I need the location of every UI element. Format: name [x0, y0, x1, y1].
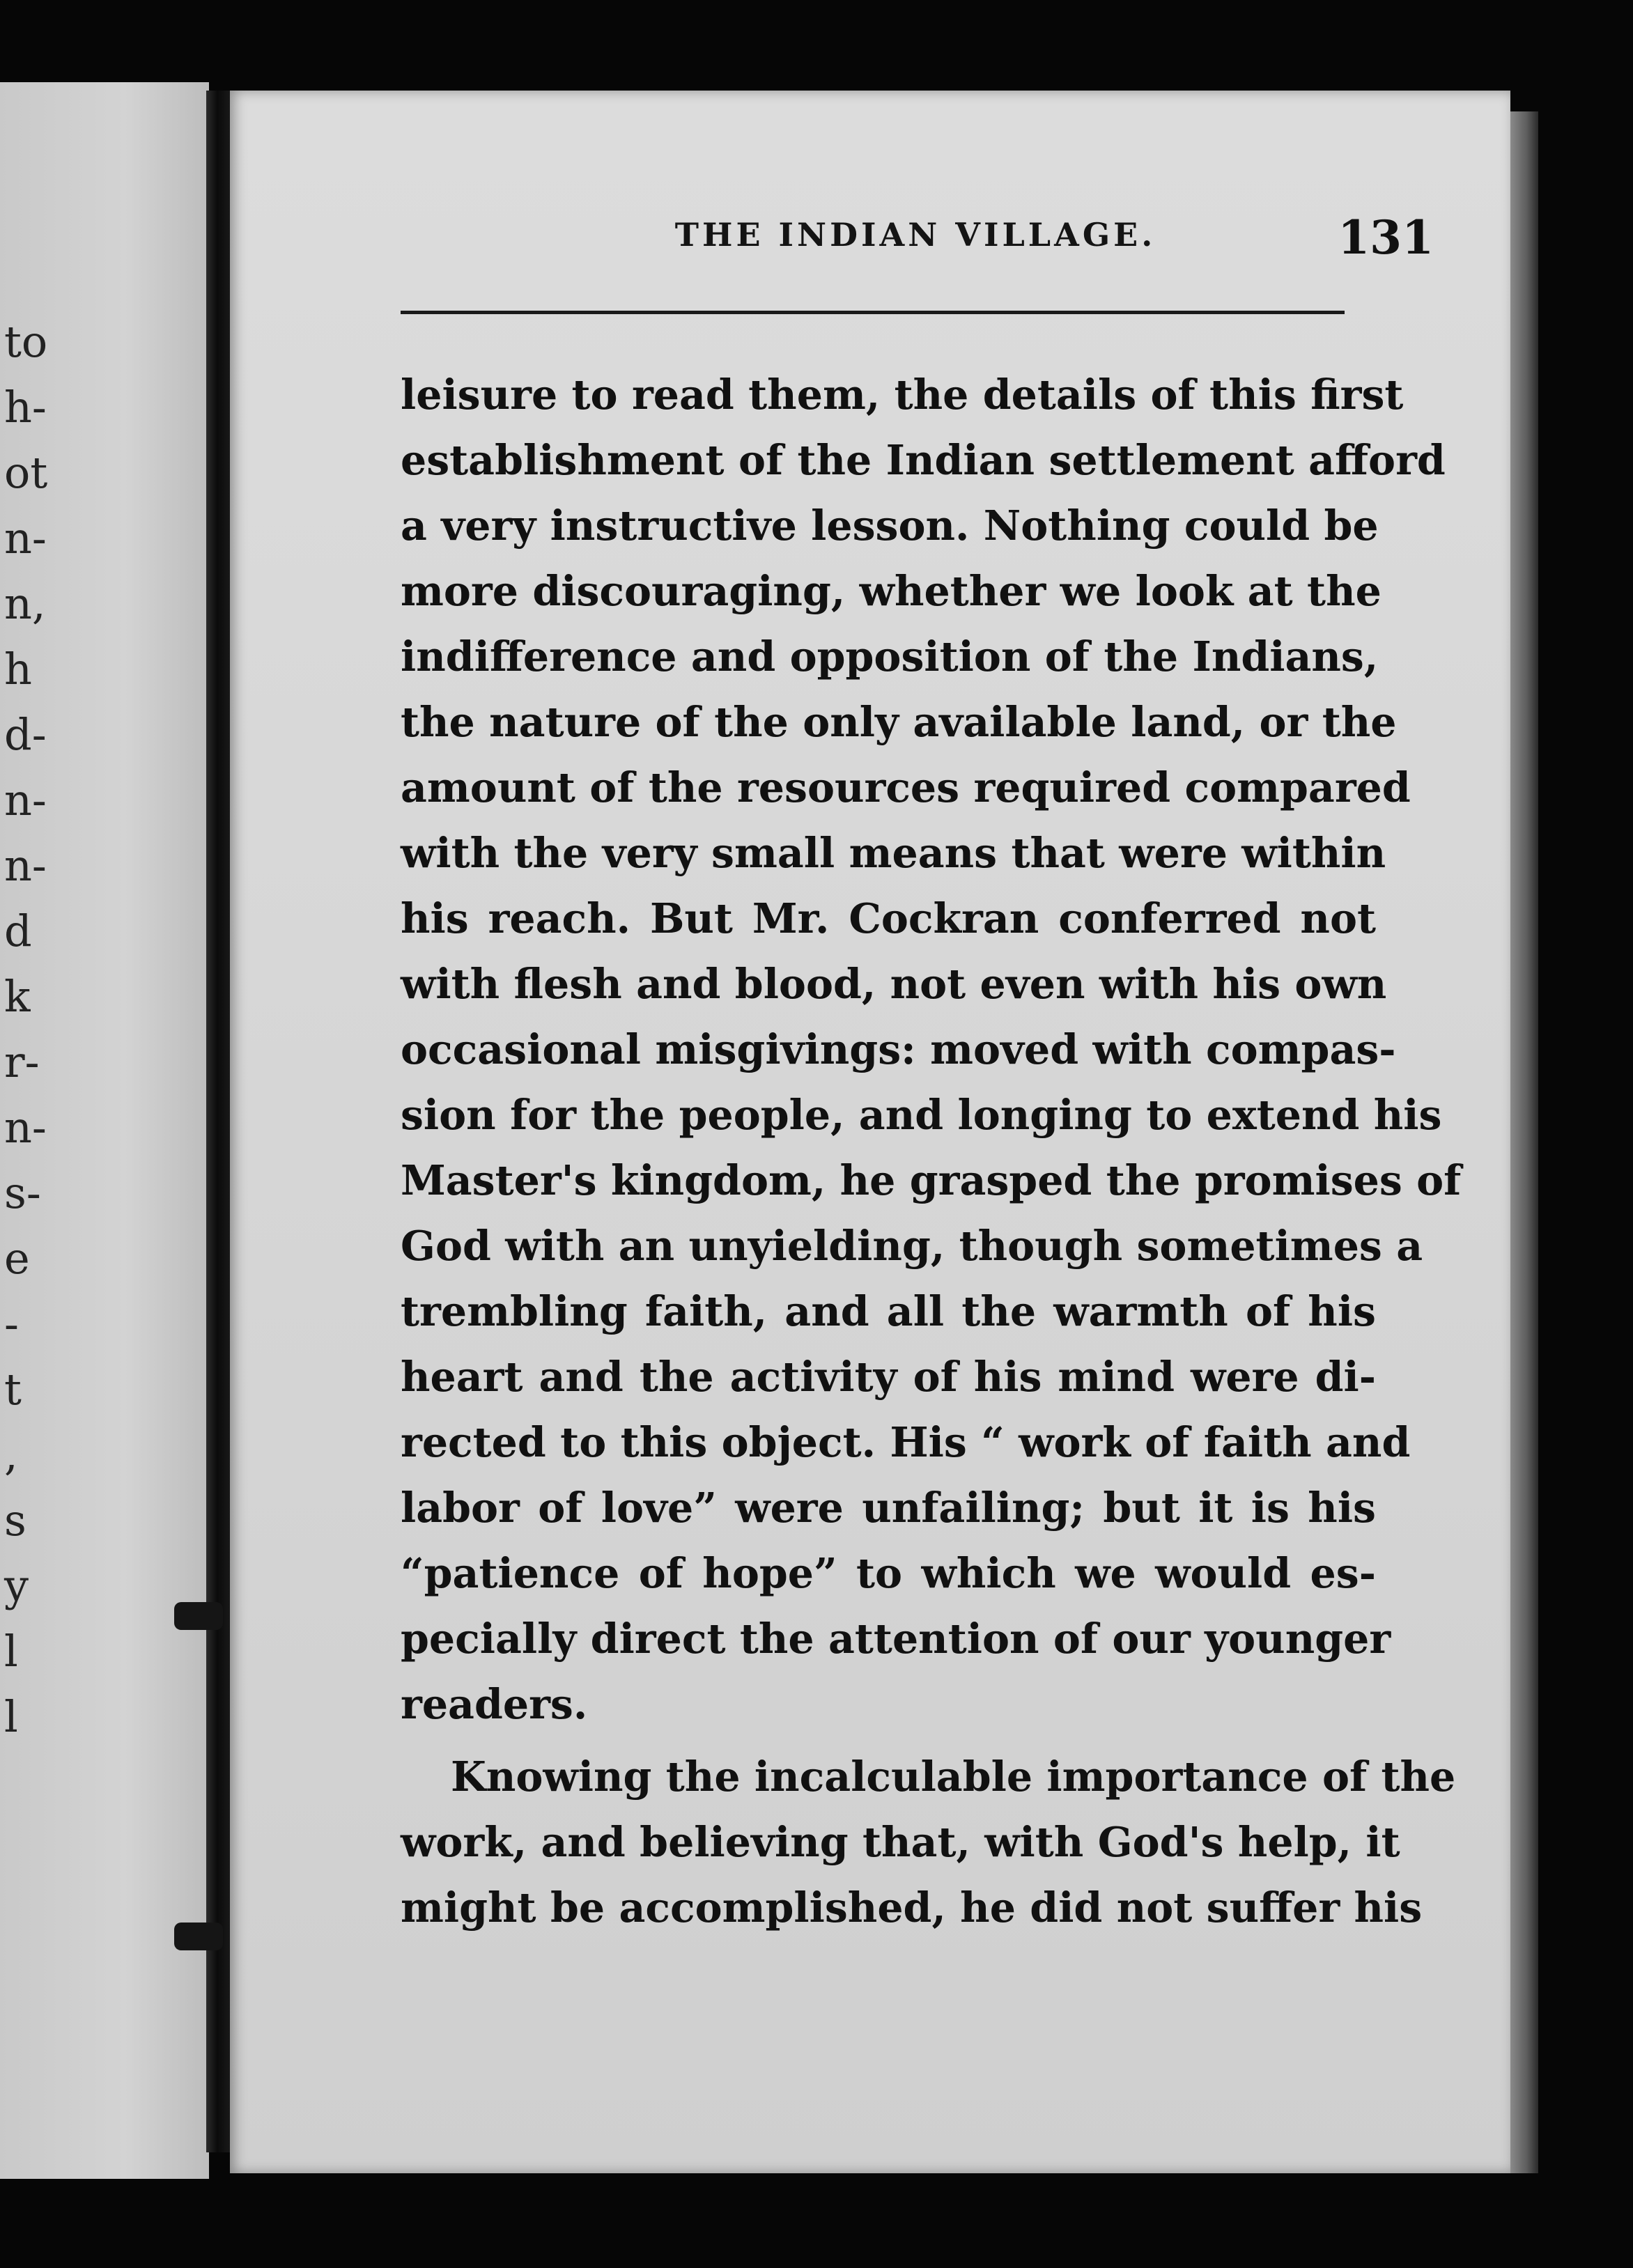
text-line: Knowing the incalculable importance of the [451, 1753, 1456, 1801]
left-page-fragment: h [4, 644, 32, 694]
text-line: a very instructive lesson. Nothing could be [401, 502, 1379, 550]
previous-page-edge [0, 82, 209, 2179]
text-line: amount of the resources required compared [401, 763, 1411, 811]
left-page-fragment: , [4, 1429, 18, 1480]
left-page-fragment: s [4, 1495, 26, 1546]
text-line: pecially direct the attention of our younger [401, 1615, 1391, 1663]
text-line: heart and the activity of his mind were di- [401, 1353, 1376, 1401]
text-line: “patience of hope” to which we would es- [401, 1549, 1376, 1597]
text-line: establishment of the Indian settlement afford [401, 436, 1446, 484]
text-line: rected to this object. His “ work of faith and [401, 1418, 1411, 1466]
binding-stitch [174, 1602, 223, 1630]
text-line: labor of love” were unfailing; but it is his [401, 1484, 1376, 1532]
paragraph [401, 1744, 1456, 1941]
text-line: readers. [401, 1680, 588, 1728]
left-page-fragment: k [4, 971, 31, 1022]
text-line: sion for the people, and longing to extend his [401, 1091, 1442, 1139]
paragraph-gap [401, 1737, 1376, 1744]
left-page-fragment: d- [4, 709, 47, 760]
book-gutter [206, 91, 231, 2152]
left-page-fragment: l [4, 1626, 18, 1677]
text-line: might be accomplished, he did not suffer his [401, 1883, 1423, 1932]
left-page-fragment: h- [4, 382, 47, 433]
text-line: leisure to read them, the details of this first [401, 371, 1404, 419]
text-line: indifference and opposition of the Indians, [401, 632, 1379, 681]
left-page-fragment: t [4, 1364, 22, 1415]
left-page-fragment: n- [4, 840, 47, 891]
text-line: with flesh and blood, not even with his own [401, 960, 1387, 1008]
left-page-fragment: n, [4, 578, 46, 629]
text-line: the nature of the only available land, or the [401, 698, 1397, 746]
left-page-fragment: n- [4, 775, 47, 825]
paragraph [401, 362, 1462, 1737]
page-number: 131 [1338, 210, 1434, 265]
text-line: occasional misgivings: moved with compas- [401, 1025, 1396, 1073]
text-line: his reach. But Mr. Cockran conferred not [401, 894, 1376, 942]
text-line: trembling faith, and all the warmth of his [401, 1287, 1376, 1335]
page-stack-edge [1510, 111, 1538, 2173]
left-page-fragment: l [4, 1691, 18, 1742]
body-text [401, 362, 1462, 1941]
book-page [230, 91, 1510, 2173]
text-line: Master's kingdom, he grasped the promises of [401, 1156, 1462, 1204]
running-title: THE INDIAN VILLAGE. [674, 216, 1156, 254]
binding-stitch [174, 1923, 223, 1950]
text-line: work, and believing that, with God's help, it [401, 1818, 1400, 1866]
left-page-fragment: ot [4, 447, 48, 498]
left-page-fragment: to [4, 316, 48, 367]
text-line: with the very small means that were within [401, 829, 1386, 877]
left-page-fragment: s- [4, 1167, 41, 1218]
header-rule [401, 311, 1345, 314]
left-page-fragment: n- [4, 1102, 47, 1153]
left-page-fragment: e [4, 1233, 30, 1284]
left-page-fragment: d [4, 906, 32, 956]
text-line: God with an unyielding, though sometimes a [401, 1222, 1423, 1270]
left-page-fragment: y [4, 1560, 29, 1611]
running-head [397, 210, 1434, 273]
left-page-fragment: - [4, 1298, 19, 1349]
left-page-fragment: r- [4, 1036, 40, 1087]
text-line: more discouraging, whether we look at the [401, 567, 1382, 615]
left-page-fragment: n- [4, 513, 47, 564]
